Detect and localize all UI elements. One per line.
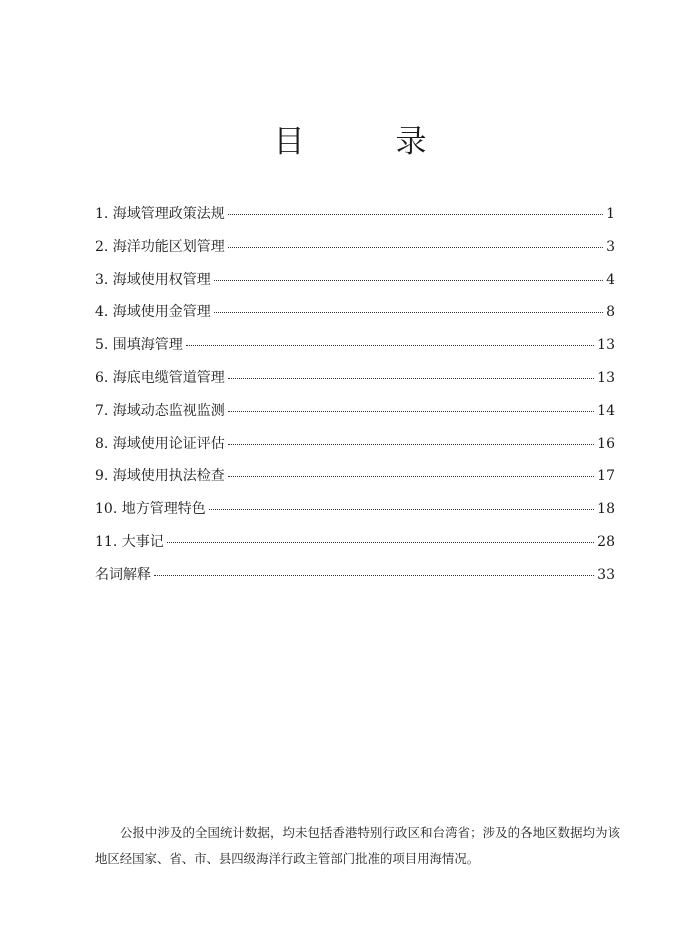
toc-entry-label: 8. 海域使用论证评估 — [95, 435, 225, 452]
toc-entry[interactable] — [95, 561, 615, 594]
toc-entry-page: 18 — [597, 501, 615, 518]
toc-entry[interactable] — [95, 266, 615, 299]
toc-entry-page: 8 — [606, 304, 615, 321]
toc-entry-label: 5. 围填海管理 — [95, 337, 183, 354]
toc-dot-leader — [186, 345, 594, 346]
toc-dot-leader — [209, 509, 594, 510]
toc-entry-page: 16 — [597, 435, 615, 452]
toc-entry[interactable] — [95, 200, 615, 233]
toc-dot-leader — [214, 312, 603, 313]
toc-entry[interactable] — [95, 233, 615, 266]
toc-dot-leader — [214, 280, 603, 281]
toc-dot-leader — [228, 444, 594, 445]
toc-dot-leader — [228, 247, 603, 248]
toc-entry-label: 2. 海洋功能区划管理 — [95, 238, 225, 255]
toc-entry-label: 9. 海域使用执法检查 — [95, 468, 225, 485]
toc-entry-label: 7. 海域动态监视监测 — [95, 402, 225, 419]
toc-entry[interactable] — [95, 364, 615, 397]
toc-entry-label: 6. 海底电缆管道管理 — [95, 369, 225, 386]
toc-entry[interactable] — [95, 528, 615, 561]
toc-entry-page: 33 — [597, 566, 615, 583]
toc-entry-label: 4. 海域使用金管理 — [95, 304, 211, 321]
toc-entry-page: 3 — [606, 238, 615, 255]
toc-entry[interactable] — [95, 331, 615, 364]
toc-entry-label: 名词解释 — [95, 566, 151, 583]
page-title: 目 录 — [273, 124, 457, 160]
toc-entry-page: 13 — [597, 369, 615, 386]
toc-dot-leader — [154, 575, 594, 576]
toc-entry-page: 13 — [597, 337, 615, 354]
toc-entry-page: 28 — [597, 533, 615, 550]
toc-entry[interactable] — [95, 430, 615, 463]
toc-entry-label: 1. 海域管理政策法规 — [95, 206, 225, 222]
table-of-contents — [95, 200, 615, 594]
toc-entry-label: 11. 大事记 — [95, 533, 164, 550]
toc-entry[interactable] — [95, 495, 615, 528]
toc-entry[interactable] — [95, 298, 615, 331]
toc-entry-page: 4 — [606, 271, 615, 288]
toc-dot-leader — [228, 411, 594, 412]
toc-dot-leader — [167, 542, 594, 543]
toc-entry[interactable] — [95, 462, 615, 495]
toc-dot-leader — [228, 214, 603, 215]
toc-entry[interactable] — [95, 397, 615, 430]
toc-dot-leader — [228, 378, 594, 379]
toc-dot-leader — [228, 476, 594, 477]
toc-entry-label: 3. 海域使用权管理 — [95, 271, 211, 288]
toc-entry-page: 1 — [606, 206, 615, 222]
toc-entry-page: 14 — [597, 402, 615, 419]
toc-entry-page: 17 — [597, 468, 615, 485]
footnote: 公报中涉及的全国统计数据，均未包括香港特别行政区和台湾省；涉及的各地区数据均为该地区经国家、省、市、县四级海洋行政主管部门批准的项目用海情况。 — [95, 825, 620, 866]
toc-entry-label: 10. 地方管理特色 — [95, 501, 206, 518]
